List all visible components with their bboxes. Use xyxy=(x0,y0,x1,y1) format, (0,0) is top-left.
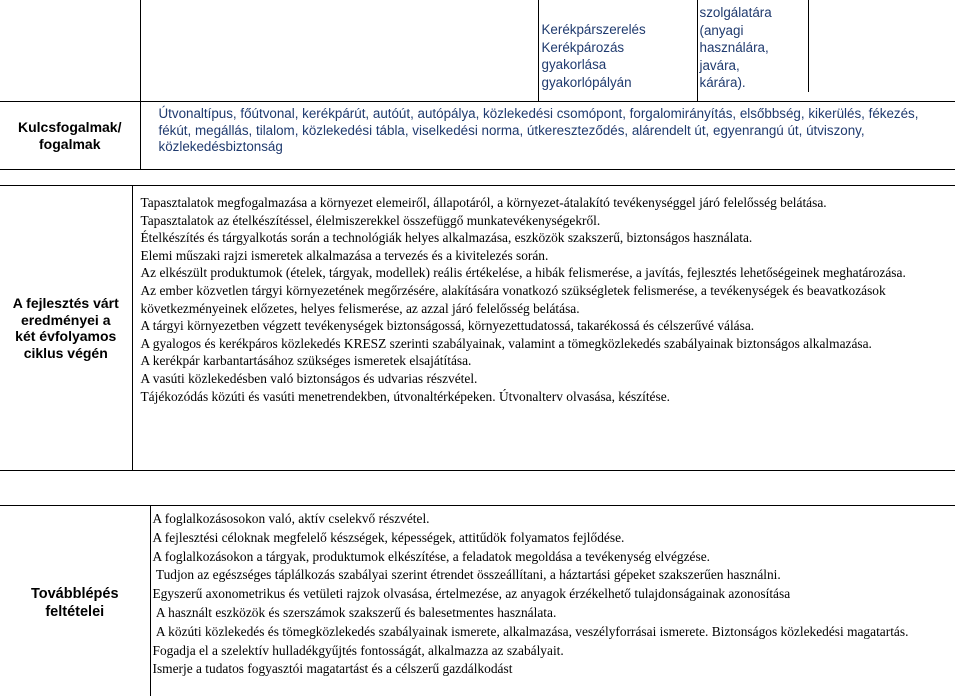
keywords-text: Útvonaltípus, főútvonal, kerékpárút, autóút, autópálya, közlekedési csomópont, forgalomirányítás, elsőbbség, kikerülés, fékezés, fékút, megállás, tilalom, közlekedési tábla, viselkedési norma, útkereszteződés, alárendelt út, egyenrangú út, útviszony, közlekedésbiztonság xyxy=(158,106,919,154)
keywords-label-text: Kulcsfogalmak/ fogalmak xyxy=(18,119,122,152)
outcome-item: A vasúti közlekedésben való biztonságos és udvarias részvétel. xyxy=(140,370,478,386)
outcome-item: A kerékpár karbantartásához szükséges ismeretek elsajátítása. xyxy=(140,353,472,369)
fragment-right-line: kárára). xyxy=(699,75,746,90)
prerequisite-item: Egyszerű axonometrikus és vetületi rajzok olvasása, értelmezése, az anyagok érzékelhető tulajdonságainak azonosítása xyxy=(152,586,791,602)
prerequisite-item: A fejlesztési céloknak megfelelő készségek, képességek, attitűdök folyamatos fejlődése. xyxy=(152,529,625,545)
fragment-topic-line: gyakorlása xyxy=(541,57,607,72)
fragment-right-line: használára, javára, xyxy=(699,40,769,73)
outcomes-row xyxy=(0,186,955,471)
fragment-right-line: szolgálatára xyxy=(699,5,772,20)
top-table xyxy=(0,0,955,170)
outcome-item: A gyalogos és kerékpáros közlekedés KRESZ szerinti szabályainak, valamint a tömegközlekedés szabályainak biztonságos alkalmazása. xyxy=(140,335,872,351)
prerequisite-item: A foglalkozásosokon való, aktív cselekvő részvétel. xyxy=(152,511,430,526)
prerequisites-label-text: Továbblépés feltételei xyxy=(30,586,119,620)
prerequisite-item: Ismerje a tudatos fogyasztói magatartást és a célszerű gazdálkodást xyxy=(152,661,513,677)
fragment-right-cell xyxy=(697,0,955,102)
outcome-item: Tájékozódás közúti és vasúti menetrendekben, útvonaltérképeken. Útvonalterv olvasása, készítése. xyxy=(140,388,670,404)
outcome-item: A tárgyi környezetben végzett tevékenységek biztonságossá, környezettudatossá, takarékossá és célszerűvé válása. xyxy=(140,318,755,334)
prerequisites-cell xyxy=(150,506,955,696)
fragment-right-line: (anyagi xyxy=(699,22,744,38)
prerequisites-table xyxy=(0,505,955,696)
fragment-topic-line: gyakorlópályán xyxy=(541,74,632,90)
outcome-item: Elemi műszaki rajzi ismeretek alkalmazása a tervezés és a kivitelezés során. xyxy=(140,247,549,263)
prerequisite-item: A használt eszközök és szerszámok szakszerű és balesetmentes használata. xyxy=(152,604,557,620)
outcome-item: Az elkészült produktumok (ételek, tárgyak, modellek) reális értékelése, a hibák felismerése, a javítás, fejlesztés lehetőségeinek meghatározása. xyxy=(140,265,906,281)
prerequisite-item: Fogadja el a szelektív hulladékgyűjtés fontosságát, alkalmazza az szabályait. xyxy=(152,642,564,658)
fragment-empty-label xyxy=(0,0,140,102)
outcomes-label-text: A fejlesztés várt eredményei a két évfolyamos ciklus végén xyxy=(12,295,119,361)
keywords-label xyxy=(0,102,140,170)
fragment-topic-line: Kerékpárszerelés xyxy=(541,22,646,37)
fragment-topics-cell xyxy=(538,0,697,102)
outcome-item: Tapasztalatok megfogalmazása a környezet elemeiről, állapotáról, a környezet-átalakító tevékenységgel járó felelősség belátása. xyxy=(140,195,827,210)
fragment-empty-cell xyxy=(140,0,538,102)
outcome-item: Az ember közvetlen tárgyi környezetének megőrzésére, alakítására vonatkozó szükségletek felismerése, a tevékenységek és beavatkozások következményeinek előzetes, helyes felismerése, az azzal járó felelősség belátása. xyxy=(140,282,886,316)
keywords-cell xyxy=(140,102,955,170)
prerequisite-item: A foglalkozásokon a tárgyak, produktumok elkészítése, a feladatok megoldása a tevékenység elvégzése. xyxy=(152,548,710,564)
keywords-row xyxy=(0,102,955,170)
outcomes-cell xyxy=(132,186,955,471)
prerequisite-item: Tudjon az egészséges táplálkozás szabályai szerint étrendet összeállítani, a háztartási gépeket szakszerűen használni. xyxy=(152,567,781,583)
outcomes-label xyxy=(0,186,132,471)
fragment-topic-line: Kerékpározás xyxy=(541,39,625,55)
fragment-row xyxy=(0,0,955,102)
prerequisites-label xyxy=(0,506,150,696)
prerequisite-item: A közúti közlekedés és tömegközlekedés szabályainak ismerete, alkalmazása, veszélyforrásai ismerete. Biztonságos közlekedési magatartás. xyxy=(152,623,909,639)
prerequisites-row xyxy=(0,506,955,696)
outcome-item: Tapasztalatok az ételkészítéssel, élelmiszerekkel összefüggő munkatevékenységekről. xyxy=(140,212,601,228)
outcome-item: Ételkészítés és tárgyalkotás során a technológiák helyes alkalmazása, eszközök szakszerű, biztonságos használata. xyxy=(140,230,753,246)
outcomes-table xyxy=(0,185,955,471)
